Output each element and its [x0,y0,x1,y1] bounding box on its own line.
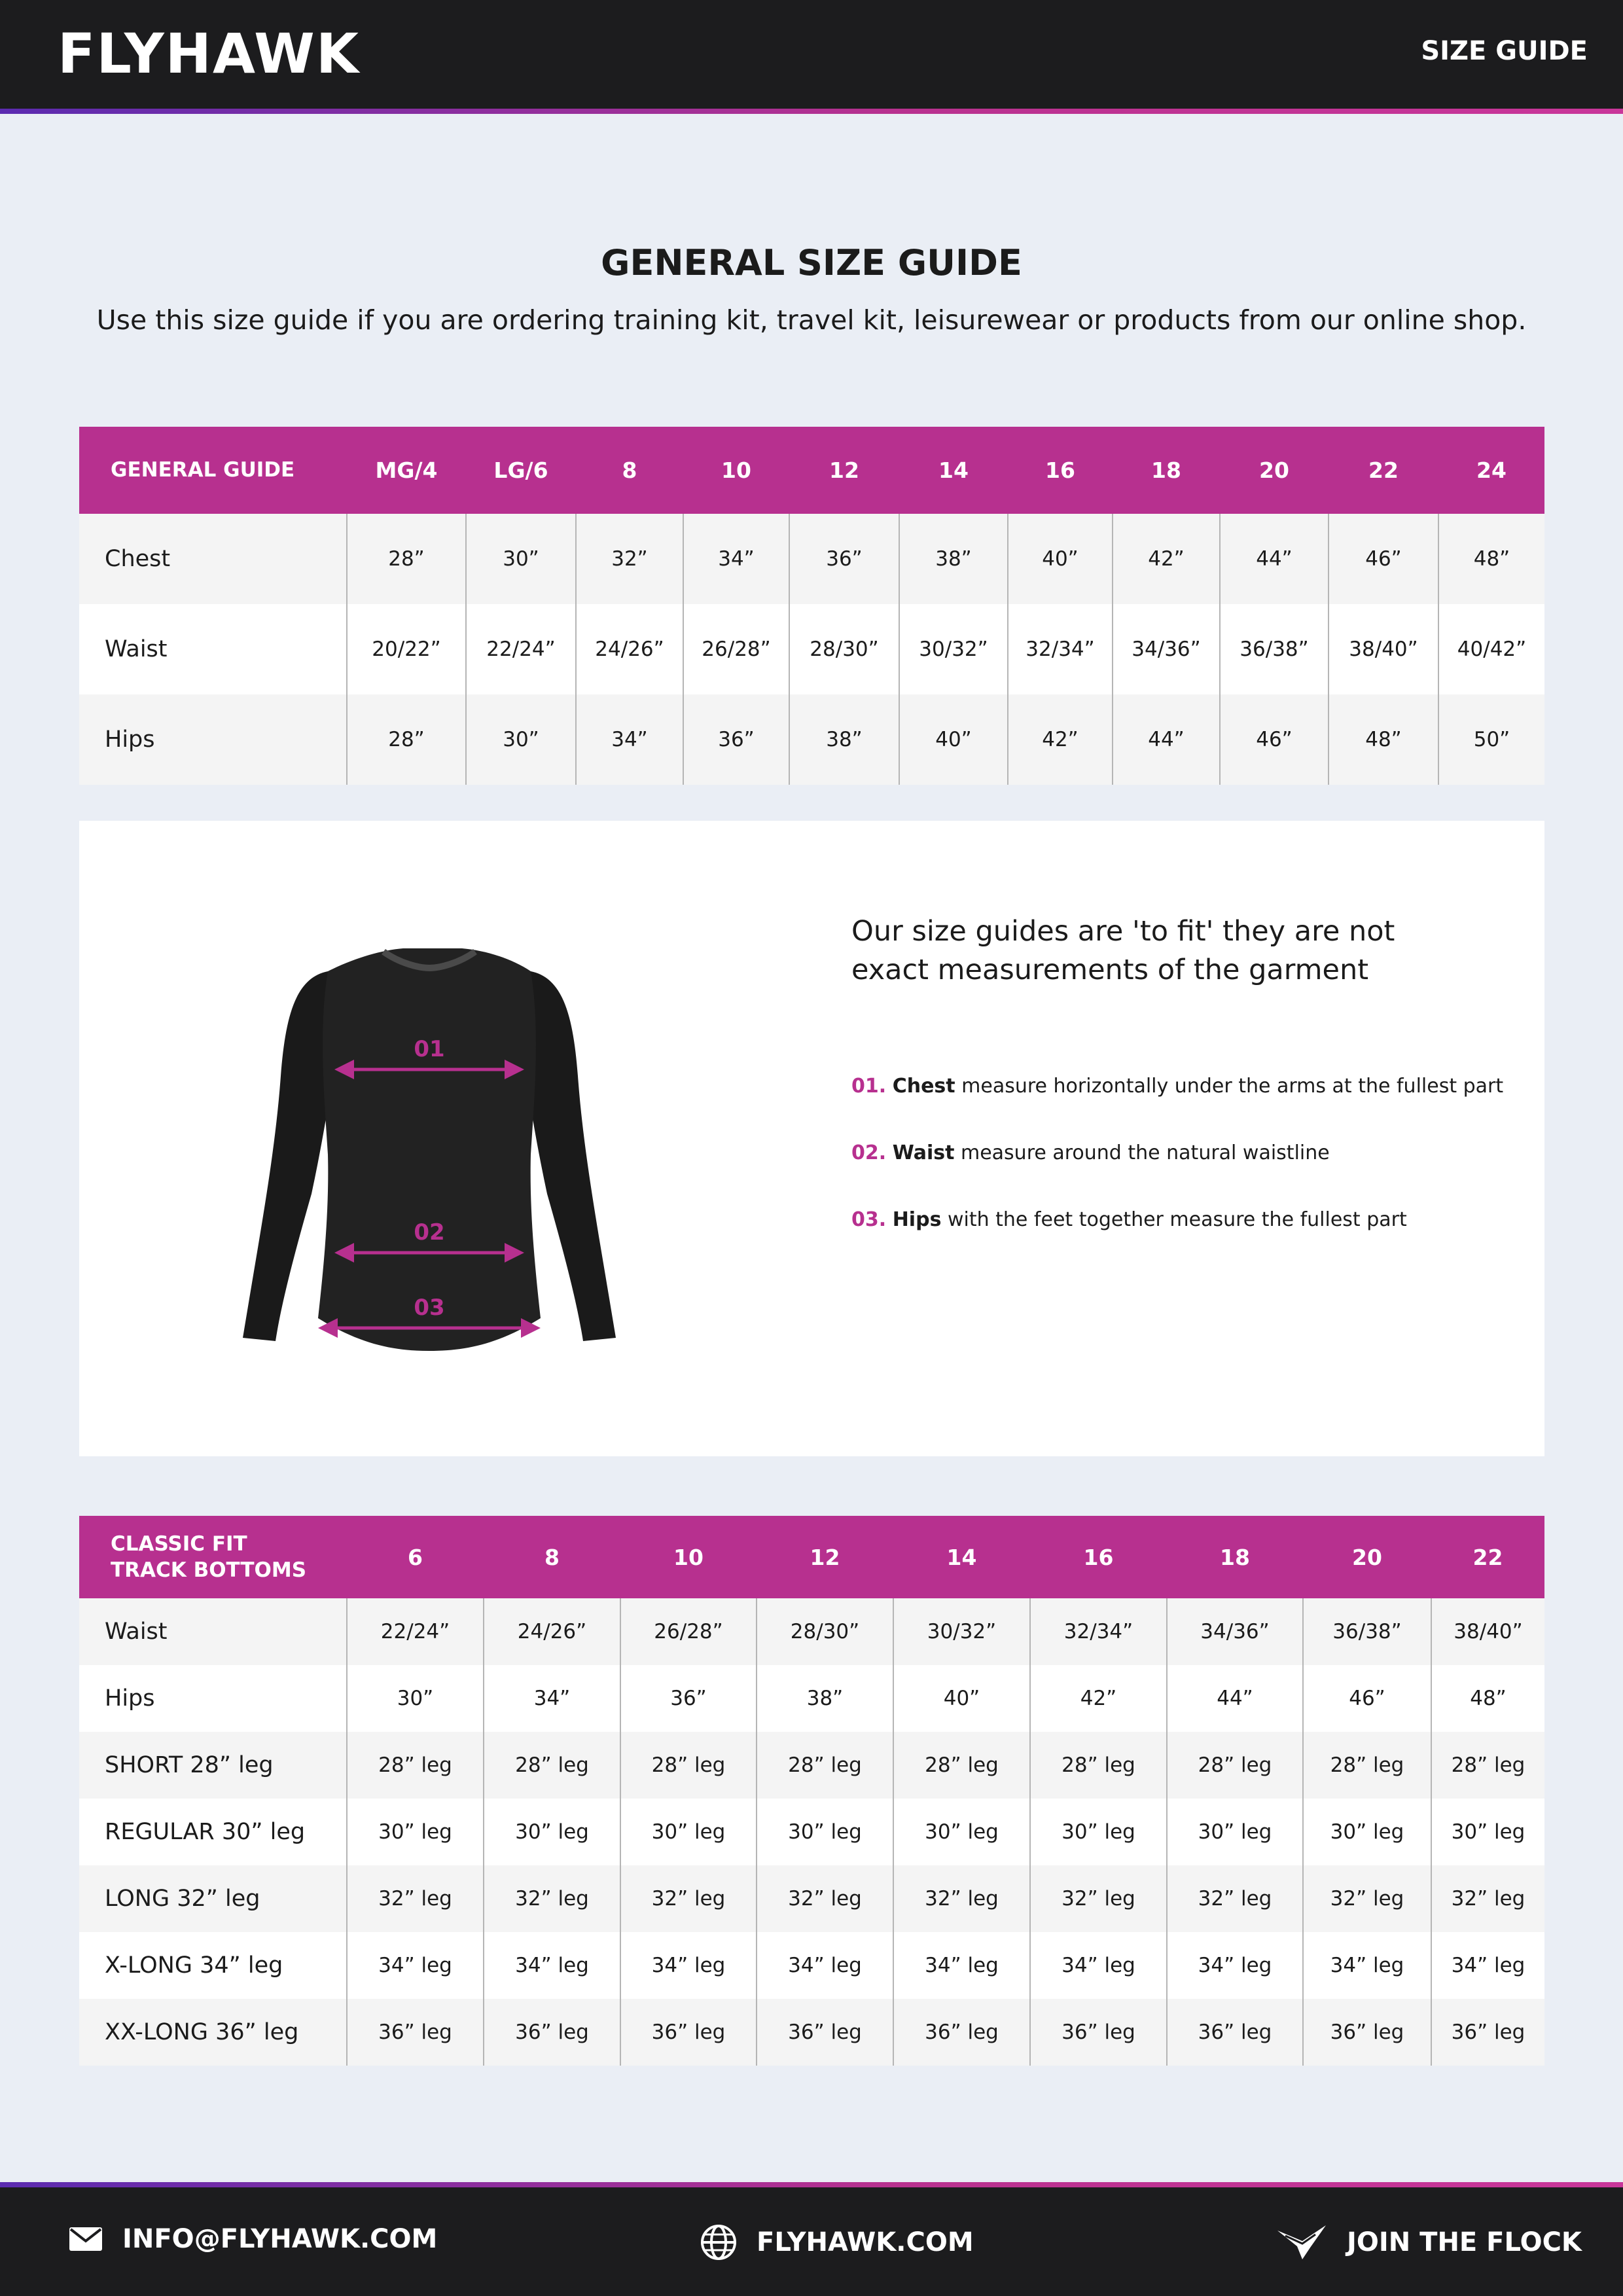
table-cell: 36/38” [1303,1598,1431,1665]
header-accent-line [0,109,1623,114]
hawk-logo-icon [1276,2224,1327,2261]
bottoms-table-header-label [79,1516,347,1598]
table-cell: 34” [683,514,789,604]
size-header: 14 [893,1516,1030,1598]
table-cell: 34” leg [1030,1932,1167,1999]
header-label-line1: CLASSIC FIT [111,1532,247,1556]
page-footer [0,2187,1623,2296]
waist-measure-instruction [851,1141,1532,1164]
table-cell: 28” leg [1167,1732,1303,1799]
table-cell: 30/32” [899,604,1008,694]
table-cell: 44” [1220,514,1329,604]
table-cell: 36” leg [1303,1999,1431,2066]
table-cell: 34” leg [620,1932,757,1999]
table-row [79,1799,1544,1865]
table-cell: 34” leg [347,1932,484,1999]
table-cell: 28” leg [347,1732,484,1799]
table-row [79,1932,1544,1999]
table-cell: 48” [1431,1665,1544,1732]
flyhawk-logo[interactable]: FLYHAWK [58,22,360,86]
table-cell: 32/34” [1030,1598,1167,1665]
table-cell: 32” leg [1303,1865,1431,1932]
chest-measure-instruction [851,1075,1532,1098]
fit-note-title: Our size guides are 'to fit' they are not exact measurements of the garment [851,915,1395,987]
bottoms-table-header-row [79,1516,1544,1598]
garment-diagram [204,932,681,1364]
row-label: Hips [79,694,347,785]
table-cell: 32” leg [347,1865,484,1932]
table-cell: 38” [789,694,899,785]
table-cell: 34” [576,694,683,785]
footer-join-text[interactable]: JOIN THE FLOCK [1347,2227,1582,2257]
row-label: X-LONG 34” leg [79,1932,347,1999]
table-cell: 34” leg [484,1932,620,1999]
table-row [79,514,1544,604]
table-cell: 28” leg [757,1732,893,1799]
row-label: LONG 32” leg [79,1865,347,1932]
table-cell: 30” leg [1303,1799,1431,1865]
table-cell: 42” [1113,514,1220,604]
table-cell: 50” [1438,694,1544,785]
globe-icon [700,2224,737,2261]
table-cell: 36” leg [1167,1999,1303,2066]
table-cell: 30” leg [893,1799,1030,1865]
table-cell: 34” leg [1303,1932,1431,1999]
table-cell: 32” leg [1030,1865,1167,1932]
size-header: 20 [1303,1516,1431,1598]
item-term: Chest [892,1075,955,1098]
table-cell: 28” leg [620,1732,757,1799]
table-cell: 30” leg [1431,1799,1544,1865]
table-cell: 34” leg [757,1932,893,1999]
page-header [0,0,1623,109]
size-header: 22 [1431,1516,1544,1598]
size-header: 10 [620,1516,757,1598]
table-cell: 38” [899,514,1008,604]
table-cell: 30” leg [757,1799,893,1865]
table-cell: 34/36” [1113,604,1220,694]
table-cell: 28” leg [1303,1732,1431,1799]
table-cell: 28” [347,694,466,785]
row-label: Waist [79,1598,347,1665]
table-cell: 30” [347,1665,484,1732]
waist-marker-label: 02 [414,1219,445,1246]
table-cell: 36” leg [757,1999,893,2066]
table-cell: 36” leg [1030,1999,1167,2066]
size-header: 8 [484,1516,620,1598]
table-cell: 38” [757,1665,893,1732]
table-row [79,1865,1544,1932]
table-cell: 36” [683,694,789,785]
table-cell: 36” leg [893,1999,1030,2066]
table-cell: 28/30” [789,604,899,694]
table-cell: 30/32” [893,1598,1030,1665]
general-table-header-row [79,427,1544,514]
table-row [79,604,1544,694]
hips-marker-label: 03 [414,1295,445,1321]
item-number: 01. [851,1075,887,1098]
table-cell: 44” [1167,1665,1303,1732]
footer-email-text[interactable]: INFO@FLYHAWK.COM [122,2224,438,2254]
long-sleeve-shirt-illustration [204,932,681,1364]
size-header: 12 [789,427,899,514]
item-text: with the feet together measure the fullest part [941,1208,1407,1231]
track-bottoms-size-table [79,1516,1544,2066]
table-cell: 28” leg [484,1732,620,1799]
table-cell: 36” [620,1665,757,1732]
table-cell: 32” leg [757,1865,893,1932]
row-label: SHORT 28” leg [79,1732,347,1799]
table-row [79,694,1544,785]
table-cell: 36” leg [620,1999,757,2066]
table-cell: 30” leg [620,1799,757,1865]
item-text: measure around the natural waistline [954,1141,1330,1164]
table-cell: 28” leg [893,1732,1030,1799]
general-size-table [79,427,1544,785]
table-cell: 28” leg [1030,1732,1167,1799]
size-header: 8 [576,427,683,514]
header-label-line2: TRACK BOTTOMS [111,1558,307,1582]
table-cell: 22/24” [347,1598,484,1665]
table-cell: 42” [1030,1665,1167,1732]
chest-marker-label: 01 [414,1036,445,1062]
table-cell: 36” leg [1431,1999,1544,2066]
table-cell: 20/22” [347,604,466,694]
size-header: MG/4 [347,427,466,514]
table-row [79,1732,1544,1799]
row-label: Hips [79,1665,347,1732]
size-header: 20 [1220,427,1329,514]
row-label: XX-LONG 36” leg [79,1999,347,2066]
table-cell: 30” leg [484,1799,620,1865]
item-number: 03. [851,1208,887,1231]
table-cell: 46” [1303,1665,1431,1732]
mail-icon [69,2227,103,2251]
size-header: LG/6 [466,427,576,514]
table-cell: 32” leg [620,1865,757,1932]
table-cell: 26/28” [683,604,789,694]
item-term: Hips [892,1208,942,1231]
table-cell: 42” [1008,694,1113,785]
table-cell: 32” leg [893,1865,1030,1932]
measurement-info-panel [79,821,1544,1456]
size-header: 12 [757,1516,893,1598]
size-header: 16 [1030,1516,1167,1598]
size-header: 22 [1329,427,1438,514]
table-cell: 46” [1220,694,1329,785]
table-row [79,1999,1544,2066]
table-cell: 30” leg [1167,1799,1303,1865]
item-number: 02. [851,1141,887,1164]
header-title: SIZE GUIDE [1421,36,1588,66]
table-cell: 32” leg [1167,1865,1303,1932]
table-cell: 44” [1113,694,1220,785]
row-label: Chest [79,514,347,604]
size-header: 10 [683,427,789,514]
table-cell: 34” leg [1167,1932,1303,1999]
table-cell: 40” [899,694,1008,785]
table-cell: 36” leg [347,1999,484,2066]
table-cell: 28” leg [1431,1732,1544,1799]
table-cell: 40” [1008,514,1113,604]
table-cell: 38/40” [1329,604,1438,694]
table-cell: 32” leg [1431,1865,1544,1932]
table-row [79,1598,1544,1665]
table-cell: 30” [466,694,576,785]
table-cell: 30” leg [347,1799,484,1865]
table-cell: 48” [1438,514,1544,604]
table-cell: 24/26” [576,604,683,694]
footer-website[interactable] [700,2224,974,2261]
table-cell: 30” leg [1030,1799,1167,1865]
item-term: Waist [892,1141,955,1164]
table-cell: 30” [466,514,576,604]
table-cell: 36” leg [484,1999,620,2066]
table-cell: 36” [789,514,899,604]
size-header: 16 [1008,427,1113,514]
table-cell: 34” leg [893,1932,1030,1999]
row-label: REGULAR 30” leg [79,1799,347,1865]
page-subtitle: Use this size guide if you are ordering training kit, travel kit, leisurewear or products from our online shop. [96,304,1527,336]
size-header: 18 [1113,427,1220,514]
footer-website-text[interactable]: FLYHAWK.COM [757,2227,974,2257]
table-cell: 46” [1329,514,1438,604]
size-header: 24 [1438,427,1544,514]
table-cell: 32” [576,514,683,604]
table-cell: 40” [893,1665,1030,1732]
table-cell: 28/30” [757,1598,893,1665]
table-cell: 26/28” [620,1598,757,1665]
footer-join[interactable] [1276,2224,1582,2261]
table-cell: 28” [347,514,466,604]
general-table-header-label: GENERAL GUIDE [79,427,347,514]
item-text: measure horizontally under the arms at the fullest part [955,1075,1504,1098]
table-cell: 40/42” [1438,604,1544,694]
footer-accent-line [0,2182,1623,2187]
table-cell: 48” [1329,694,1438,785]
table-cell: 34/36” [1167,1598,1303,1665]
table-cell: 38/40” [1431,1598,1544,1665]
table-cell: 24/26” [484,1598,620,1665]
table-cell: 32/34” [1008,604,1113,694]
size-header: 14 [899,427,1008,514]
footer-email[interactable] [69,2224,437,2254]
table-row [79,1665,1544,1732]
size-header: 18 [1167,1516,1303,1598]
table-cell: 32” leg [484,1865,620,1932]
table-cell: 34” [484,1665,620,1732]
page-title: GENERAL SIZE GUIDE [601,242,1022,283]
size-header: 6 [347,1516,484,1598]
table-cell: 34” leg [1431,1932,1544,1999]
table-cell: 22/24” [466,604,576,694]
hips-measure-instruction [851,1208,1532,1231]
table-cell: 36/38” [1220,604,1329,694]
row-label: Waist [79,604,347,694]
